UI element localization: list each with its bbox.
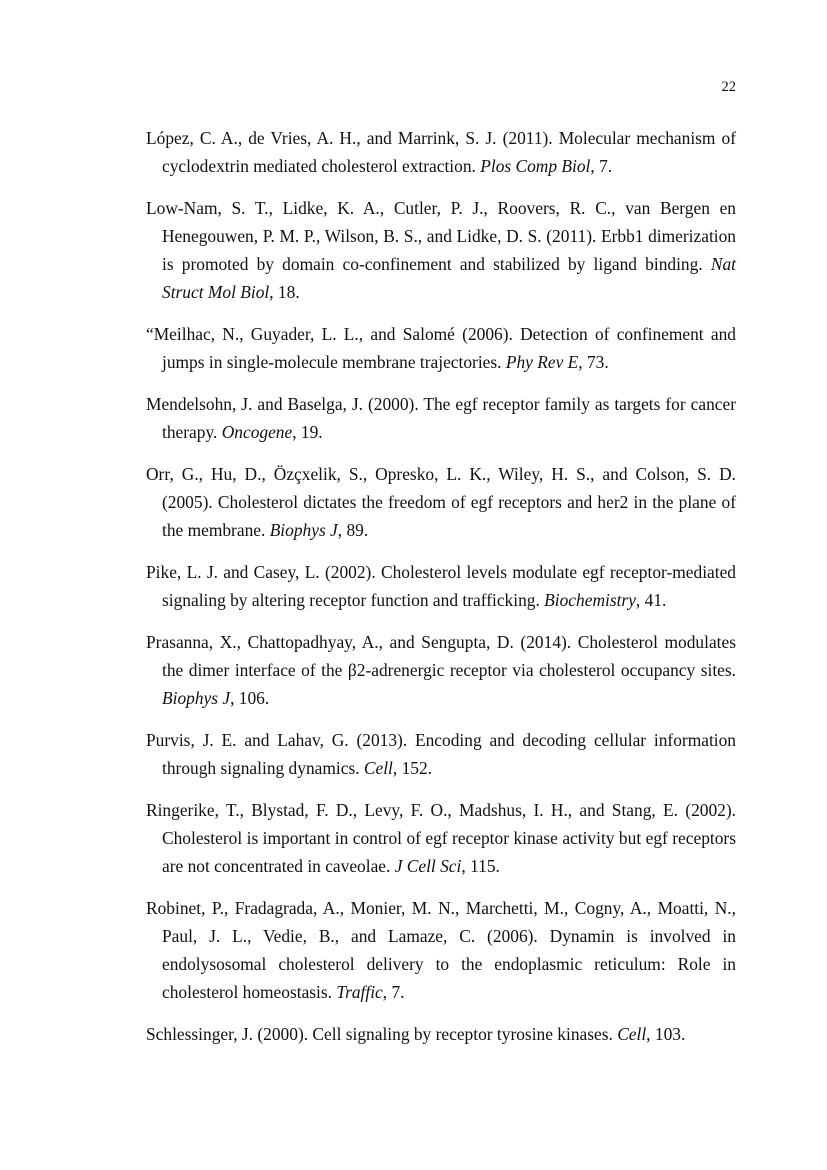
reference-volume: , 89. [337, 520, 369, 540]
reference-list [146, 124, 736, 1062]
reference-volume: , 19. [292, 422, 323, 442]
reference-volume: , 103. [646, 1024, 686, 1044]
reference-journal: Plos Comp Biol [480, 156, 591, 176]
reference-entry [146, 460, 736, 544]
reference-entry [146, 628, 736, 712]
reference-journal: Oncogene [221, 422, 293, 442]
page-number: 22 [721, 79, 736, 95]
reference-entry [146, 320, 736, 376]
reference-volume: , 106. [230, 688, 270, 708]
reference-entry [146, 796, 736, 880]
reference-text: Pike, L. J. and Casey, L. (2002). Cholesterol levels modulate egf receptor-mediated signaling by altering receptor function and trafficking. [146, 562, 736, 610]
reference-entry [146, 124, 736, 180]
reference-volume: , 7. [590, 156, 613, 176]
reference-entry [146, 1020, 736, 1048]
reference-text: Low-Nam, S. T., Lidke, K. A., Cutler, P. J., Roovers, R. C., van Bergen en Henegouwen, P. M. P., Wilson, B. S., and Lidke, D. S. (2011). Erbb1 dimerization is promoted by domain co-confinement and stabilized by ligand binding. [146, 198, 736, 274]
reference-journal: Biochemistry [544, 590, 636, 610]
reference-entry [146, 726, 736, 782]
reference-volume: , 73. [578, 352, 609, 372]
reference-text: Ringerike, T., Blystad, F. D., Levy, F. O., Madshus, I. H., and Stang, E. (2002). Cholesterol is important in control of egf receptor kinase activity but egf receptors are not concentrated in caveolae. [146, 800, 736, 876]
reference-text: Orr, G., Hu, D., Özçxelik, S., Opresko, L. K., Wiley, H. S., and Colson, S. D. (2005). Cholesterol dictates the freedom of egf receptors and her2 in the plane of the membrane. [146, 464, 736, 540]
reference-entry [146, 894, 736, 1006]
reference-volume: , 41. [635, 590, 667, 610]
reference-entry [146, 194, 736, 306]
reference-journal: Nat Struct Mol Biol [162, 254, 736, 302]
reference-journal: Biophys J [269, 520, 338, 540]
reference-text: Purvis, J. E. and Lahav, G. (2013). Encoding and decoding cellular information through signaling dynamics. [146, 730, 736, 778]
reference-journal: Traffic [336, 982, 383, 1002]
reference-text: Robinet, P., Fradagrada, A., Monier, M. N., Marchetti, M., Cogny, A., Moatti, N., Paul, J. L., Vedie, B., and Lamaze, C. (2006). Dynamin is involved in endolysosomal cholesterol delivery to the endoplasmic reticulum: Role in cholesterol homeostasis. [146, 898, 736, 1002]
reference-volume: , 115. [461, 856, 500, 876]
reference-text: “Meilhac, N., Guyader, L. L., and Salomé (2006). Detection of confinement and jumps in single-molecule membrane trajectories. [146, 324, 736, 372]
reference-text: López, C. A., de Vries, A. H., and Marrink, S. J. (2011). Molecular mechanism of cyclodextrin mediated cholesterol extraction. [146, 128, 736, 176]
reference-entry [146, 558, 736, 614]
reference-volume: , 18. [269, 282, 300, 302]
reference-text: Mendelsohn, J. and Baselga, J. (2000). The egf receptor family as targets for cancer therapy. [146, 394, 736, 442]
reference-text: Prasanna, X., Chattopadhyay, A., and Sengupta, D. (2014). Cholesterol modulates the dimer interface of the β2-adrenergic receptor via cholesterol occupancy sites. [146, 632, 736, 680]
reference-volume: , 152. [392, 758, 433, 778]
reference-text: Schlessinger, J. (2000). Cell signaling by receptor tyrosine kinases. [146, 1024, 618, 1044]
reference-entry [146, 390, 736, 446]
reference-journal: Biophys J [162, 688, 231, 708]
reference-journal: Phy Rev E [505, 352, 579, 372]
reference-journal: J Cell Sci [394, 856, 462, 876]
reference-journal: Cell [617, 1024, 647, 1044]
reference-volume: , 7. [382, 982, 405, 1002]
reference-journal: Cell [363, 758, 393, 778]
